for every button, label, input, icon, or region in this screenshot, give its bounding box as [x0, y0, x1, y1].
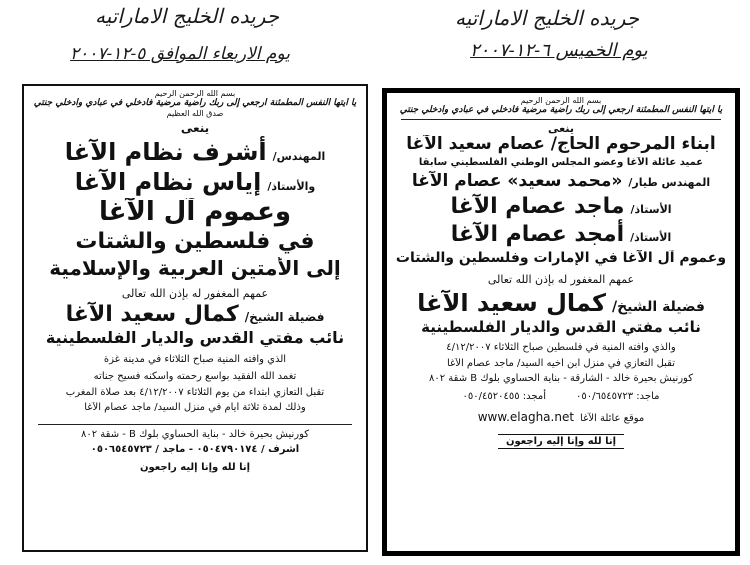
website-label: موقع عائلة الآغا — [580, 412, 645, 424]
family-line: وعموم آل الآغا — [98, 197, 292, 227]
phone-amjad: أمجد: ٠٥٠/٤٥٢٠٤٥٥ — [462, 390, 546, 402]
prayer-line: تغمد الله الفقيد بواسع رحمته وأسكنه فسيح جناته — [93, 371, 297, 383]
condolence-line: تقبل التعازي ابتداء من يوم الثلاثاء ٤/١٢/٢٠٠٧ بعد صلاة المغرب — [65, 386, 325, 398]
mourner-3 — [387, 222, 735, 247]
basmala: بسم الله الرحمن الرحيم — [154, 89, 236, 98]
address-line: كورنيش بحيرة خالد - بناية الحساوي بلوك B - شقة ٨٠٢ — [80, 428, 310, 440]
death-line: الذي وافته المنية صباح الثلاثاء في مدينة غزة — [103, 353, 287, 365]
quran-verse: يا أيتها النفس المطمئنة ارجعي إلى ربك راضية مرضية فادخلي في عبادي وادخلي جنتي — [399, 105, 723, 116]
deceased-name: كمال سعيد الآغا — [65, 302, 239, 328]
location-line: في فلسطين والشتات — [75, 229, 315, 255]
basmala: بسم الله الرحمن الرحيم — [520, 96, 602, 105]
phones-line: أشرف / ٠٥٠٤٧٩٠١٧٤ - ماجد / ٠٥٠٦٥٤٥٧٢٣ — [90, 444, 300, 456]
mourner-2-name: إياس نظام الآغا — [74, 167, 262, 196]
death-line: والذي وافته المنية في فلسطين صباح الثلاثاء ٤/١٢/٢٠٠٧ — [446, 342, 676, 354]
mourns-label: ينعى — [180, 121, 210, 135]
sons-line: أبناء المرحوم الحاج/ عصام سعيد الآغا — [406, 135, 716, 155]
handwritten-paper-left: جريده الخليج الاماراتيه — [95, 4, 280, 28]
handwritten-paper-right: جريده الخليج الاماراتيه — [455, 6, 640, 30]
uncle-line: عمهم المغفور له بإذن الله تعالى — [487, 274, 635, 287]
deceased-position: نائب مفتي القدس والديار الفلسطينية — [421, 318, 701, 336]
deceased-title: فضيلة الشيخ/ — [611, 298, 705, 315]
family-line: وعموم آل الآغا في الإمارات وفلسطين والشتات — [395, 250, 727, 267]
quran-verse: يا أيتها النفس المطمئنة ارجعي إلى ربك راضية مرضية فادخلي في عبادي وادخلي جنتي — [33, 98, 357, 109]
mourner-1-name: أشرف نظام الآغا — [64, 137, 267, 166]
closing-verse: إنا لله وإنا إليه راجعون — [139, 461, 251, 473]
deceased — [24, 302, 366, 327]
mourns-label: ينعى — [548, 122, 574, 135]
mourner-2-title: والأستاذ/ — [267, 179, 316, 193]
website — [387, 410, 735, 424]
mourner-2-title: الأستاذ/ — [630, 203, 672, 217]
obituary-notice-left — [22, 84, 368, 552]
obituary-notice-right — [382, 88, 740, 556]
deceased — [387, 289, 735, 317]
condolence-line: تقبل التعازي في منزل ابن أخيه السيد/ ماجد عصام الآغا — [446, 357, 676, 369]
mourner-1-title: المهندس/ — [272, 149, 326, 163]
closing-verse: إنا لله وإنا إليه راجعون — [498, 434, 624, 450]
verse-source: صدق الله العظيم — [166, 108, 224, 118]
mourner-2 — [387, 194, 735, 219]
deceased-name: كمال سعيد الآغا — [417, 288, 606, 317]
phones — [387, 391, 735, 402]
deceased-position: نائب مفتي القدس والديار الفلسطينية — [45, 329, 345, 348]
role-line: عميد عائلة الآغا وعضو المجلس الوطني الفلسطيني سابقا — [418, 156, 704, 168]
nations-line: إلى الأمتين العربية والإسلامية — [49, 256, 341, 280]
website-url[interactable]: www.elagha.net — [477, 409, 575, 424]
mourner-1 — [387, 171, 735, 191]
mourner-1-title: المهندس طيار/ — [628, 176, 711, 190]
mourner-3-title: الأستاذ/ — [630, 231, 672, 245]
mourner-1 — [24, 138, 366, 166]
mourner-2 — [24, 168, 366, 196]
mourner-2-name: ماجد عصام الآغا — [450, 194, 625, 220]
deceased-title: فضيلة الشيخ/ — [244, 310, 325, 325]
mourner-3-name: أمجد عصام الآغا — [450, 222, 625, 248]
handwritten-date-right: يوم الخميس ٦-١٢-٢٠٠٧ — [470, 40, 648, 61]
phone-majed: ماجد: ٠٥٠/٦٥٤٥٧٢٣ — [576, 390, 660, 402]
mourner-1-name: «محمد سعيد» عصام الآغا — [411, 171, 623, 192]
address-line: كورنيش بحيرة خالد - الشارقة - بناية الحساوي بلوك B شقة ٨٠٢ — [429, 373, 693, 385]
home-line: وذلك لمدة ثلاثة أيام في منزل السيد/ ماجد عصام الآغا — [84, 402, 306, 414]
uncle-line: عمهم المغفور له بإذن الله تعالى — [121, 287, 269, 300]
handwritten-date-left: يوم الاربعاء الموافق ٥-١٢-٢٠٠٧ — [70, 44, 290, 64]
